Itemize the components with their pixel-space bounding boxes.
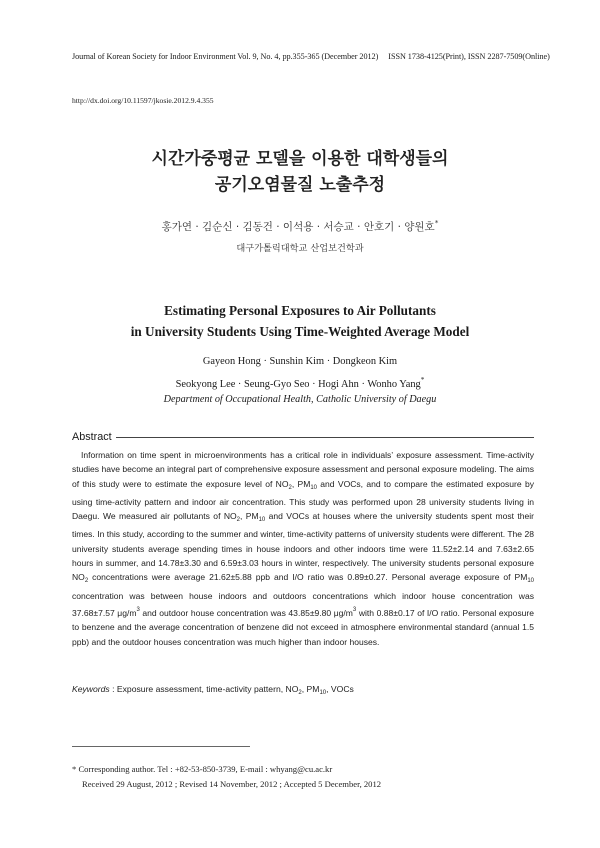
corresponding-author: * Corresponding author. Tel : +82-53-850-3739, E-mail : whyang@cu.ac.kr	[72, 764, 333, 774]
abstract-seg: , PM	[240, 511, 259, 522]
english-corresponding-mark: *	[420, 376, 425, 384]
english-title-line1: Estimating Personal Exposures to Air Pollutants	[164, 303, 436, 318]
superscript: 3	[136, 606, 140, 613]
abstract-seg: Information on time spent in microenvironments has a critical role in individuals’ exposure assessment. Time-activity studies have become an integral part of comprehensive exposure assessment and personal exposure modeling. The aims of this study were to estimate the exposure level of NO	[72, 450, 534, 489]
footnote	[72, 762, 381, 792]
korean-title	[0, 146, 600, 198]
keywords-label: Keywords	[72, 684, 110, 694]
english-authors-line1: Gayeon Hong · Sunshin Kim · Dongkeon Kim	[202, 356, 398, 367]
subscript: 2	[236, 517, 240, 524]
journal-issn: ISSN 1738-4125(Print), ISSN 2287-7509(Online)	[388, 52, 550, 61]
subscript: 10	[527, 578, 534, 585]
abstract-text	[72, 448, 534, 649]
keywords-text: , VOCs	[326, 684, 354, 694]
english-authors	[0, 352, 600, 394]
subscript: 2	[84, 578, 89, 585]
keywords-colon: :	[109, 684, 117, 694]
subscript: 10	[319, 690, 327, 696]
footnote-rule	[72, 746, 250, 747]
doi-link[interactable]: http://dx.doi.org/10.11597/jkosie.2012.9.4.355	[72, 96, 214, 105]
english-authors-line2: Seokyong Lee · Seung-Gyo Seo · Hogi Ahn · Wonho Yang	[175, 379, 421, 390]
english-title	[0, 300, 600, 342]
abstract-seg: , PM	[291, 478, 311, 489]
superscript: 3	[352, 606, 357, 613]
english-affiliation: Department of Occupational Health, Catholic University of Daegu	[163, 394, 437, 405]
subscript: 10	[310, 484, 317, 491]
korean-affiliation: 대구가톨릭대학교 산업보건학과	[236, 243, 364, 254]
keywords	[72, 684, 534, 696]
korean-author-list: 홍가연 · 김순신 · 김동건 · 이석용 · 서승교 · 안호기 · 양원호	[161, 221, 435, 233]
submission-dates: Received 29 August, 2012 ; Revised 14 November, 2012 ; Accepted 5 December, 2012	[82, 779, 382, 789]
korean-corresponding-mark: *	[434, 218, 439, 227]
abstract-rule	[116, 437, 534, 438]
abstract-heading-label: Abstract	[72, 431, 112, 443]
abstract-heading	[72, 431, 534, 443]
abstract-seg: concentration was between house indoors and outdoors concentrations which indoor house concentration was 37.68±7.57 μg/m	[72, 590, 534, 618]
keywords-text: Exposure assessment, time-activity pattern, NO	[116, 684, 299, 694]
journal-citation: Journal of Korean Society for Indoor Environment Vol. 9, No. 4, pp.355-365 (December 2012)	[72, 52, 379, 61]
subscript: 2	[298, 690, 302, 696]
subscript: 10	[258, 517, 266, 524]
korean-title-line1: 시간가중평균 모델을 이용한 대학생들의	[151, 149, 449, 169]
abstract-seg: and VOCs, and to compare the estimated exposure by using time-activity pattern and indoor air concentration. This study was performed upon 28 university students living in Daegu. We measured air pollutants of NO	[72, 478, 534, 522]
english-title-line2: in University Students Using Time-Weighted Average Model	[130, 324, 470, 339]
abstract-seg: and VOCs at houses where the university students spent most their times. In this study, according to the summer and winter, time-activity patterns of university students were different. The 28 university students average spending times in house indoors and other indoors time were 11.52±2.14 and 7.63±2.65 hours in summer, and 14.78±3.30 and 6.59±3.03 hours in winter, respectively. The university students personal exposure NO	[72, 511, 535, 583]
subscript: 2	[288, 484, 292, 491]
abstract-seg: with 0.88±0.17 of I/O ratio. Personal exposure to benzene and the average concentration of benzene did not exceed in atmosphere environmental standard (annual 1.5 ppb) and the outdoor houses concentration was much higher than indoor houses.	[72, 607, 534, 647]
abstract-seg: and outdoor house concentration was 43.85±9.80 μg/m	[139, 607, 353, 618]
abstract-seg: concentrations were average 21.62±5.88 ppb and I/O ratio was 0.89±0.27. Personal average exposure of PM	[88, 572, 528, 583]
keywords-text: , PM	[301, 684, 320, 694]
korean-title-line2: 공기오염물질 노출추정	[214, 175, 386, 195]
korean-authors	[0, 218, 600, 234]
english-authors-line2-wrap	[0, 371, 600, 394]
journal-header	[72, 52, 550, 61]
